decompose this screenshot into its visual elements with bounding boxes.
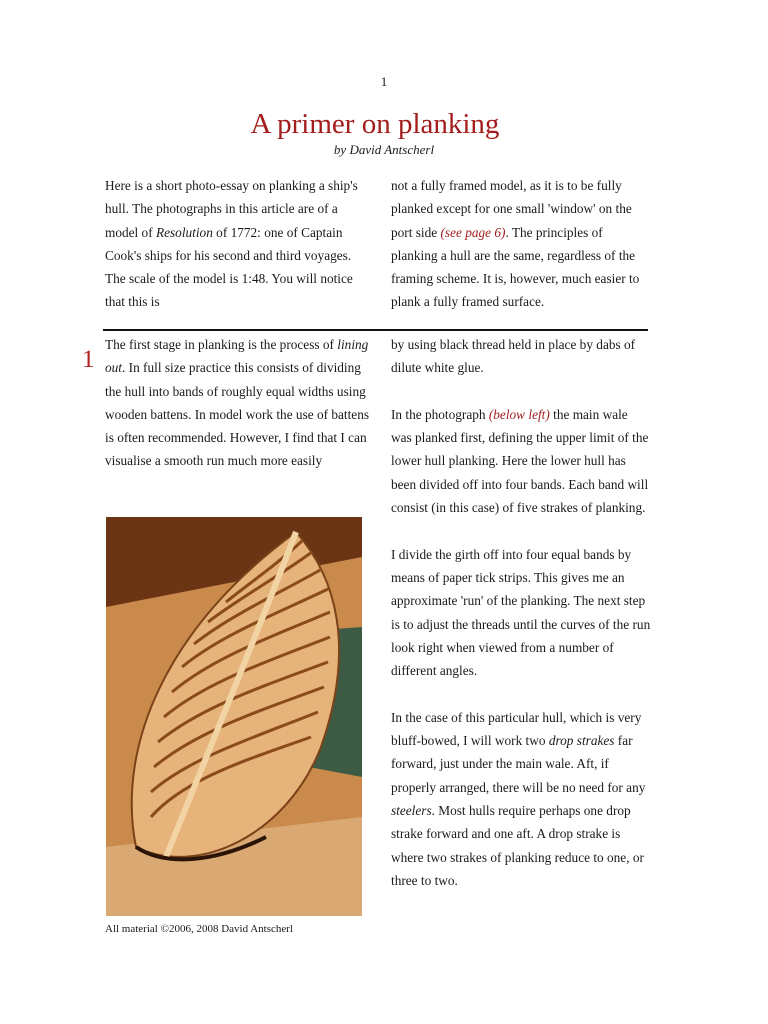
article-title: A primer on planking xyxy=(250,108,500,140)
body-text: the main wale was planked first, defining the upper limit of the lower hull planking. Here the lower hull has been divided off into four bands. Each band will consist (in this case) of five strakes of planking. xyxy=(391,406,649,516)
page-number: 1 xyxy=(380,74,388,89)
hull-photo-illustration xyxy=(106,517,362,916)
intro-text: Here is a short photo-essay on planking a ship's hull. The photographs in this article are of a model of xyxy=(105,178,358,240)
body-text: In the case of this particular hull, which is very bluff-bowed, I will work two xyxy=(391,709,642,749)
paragraph-photograph xyxy=(391,403,651,519)
intro-paragraph-left xyxy=(105,174,370,314)
body-text: far forward, just under the main wale. Aft, if properly arranged, there will be no need for any xyxy=(391,733,646,795)
body-text: The first stage in planking is the process of xyxy=(105,337,338,352)
page-reference: (see page 6) xyxy=(440,224,506,240)
paragraph-thread: by using black thread held in place by dabs of dilute white glue. xyxy=(391,337,636,376)
term-drop-strakes: drop strakes xyxy=(548,733,615,749)
term-lining-out: lining out xyxy=(105,337,369,376)
intro-text: not a fully framed model, as it is to be fully planked except for one small 'window' on the port side xyxy=(391,178,632,240)
intro-text: . The principles of planking a hull are the same, regardless of the framing scheme. It is, however, much easier to plank a fully framed surface. xyxy=(391,224,640,310)
section-divider xyxy=(103,329,648,331)
photo-reference: (below left) xyxy=(488,406,550,422)
ship-name: Resolution xyxy=(155,224,213,240)
intro-paragraph-right xyxy=(391,174,651,314)
section1-paragraph xyxy=(105,333,370,473)
section-number: 1 xyxy=(82,346,95,373)
paragraph-drop-strakes xyxy=(391,706,651,892)
term-steelers: steelers xyxy=(391,802,432,818)
body-text: . In full size practice this consists of dividing the hull into bands of roughly equal widths using wooden battens. In model work the use of battens is often recommended. However, I find that I can visualise a smooth run much more easily xyxy=(105,360,370,469)
byline: by David Antscherl xyxy=(333,142,435,157)
body-text: In the photograph xyxy=(391,406,489,422)
body-text: . Most hulls require perhaps one drop strake forward and one aft. A drop strake is where two strakes of planking reduce to one, or three to two. xyxy=(391,802,644,888)
section1-left-column xyxy=(105,333,370,473)
section1-right-column xyxy=(391,333,651,892)
copyright-footer: All material ©2006, 2008 David Antscherl xyxy=(105,923,293,935)
intro-text: of 1772: one of Captain Cook's ships for his second and third voyages. The scale of the model is 1:48. You will notice that this is xyxy=(105,224,353,310)
paragraph-girth: I divide the girth off into four equal bands by means of paper tick strips. This gives me an approximate 'run' of the planking. The next step is to adjust the threads until the curves of the run look right when viewed from a number of different angles. xyxy=(391,546,651,679)
intro-right-column xyxy=(391,174,651,314)
hull-photo xyxy=(106,517,362,916)
intro-left-column xyxy=(105,174,370,314)
